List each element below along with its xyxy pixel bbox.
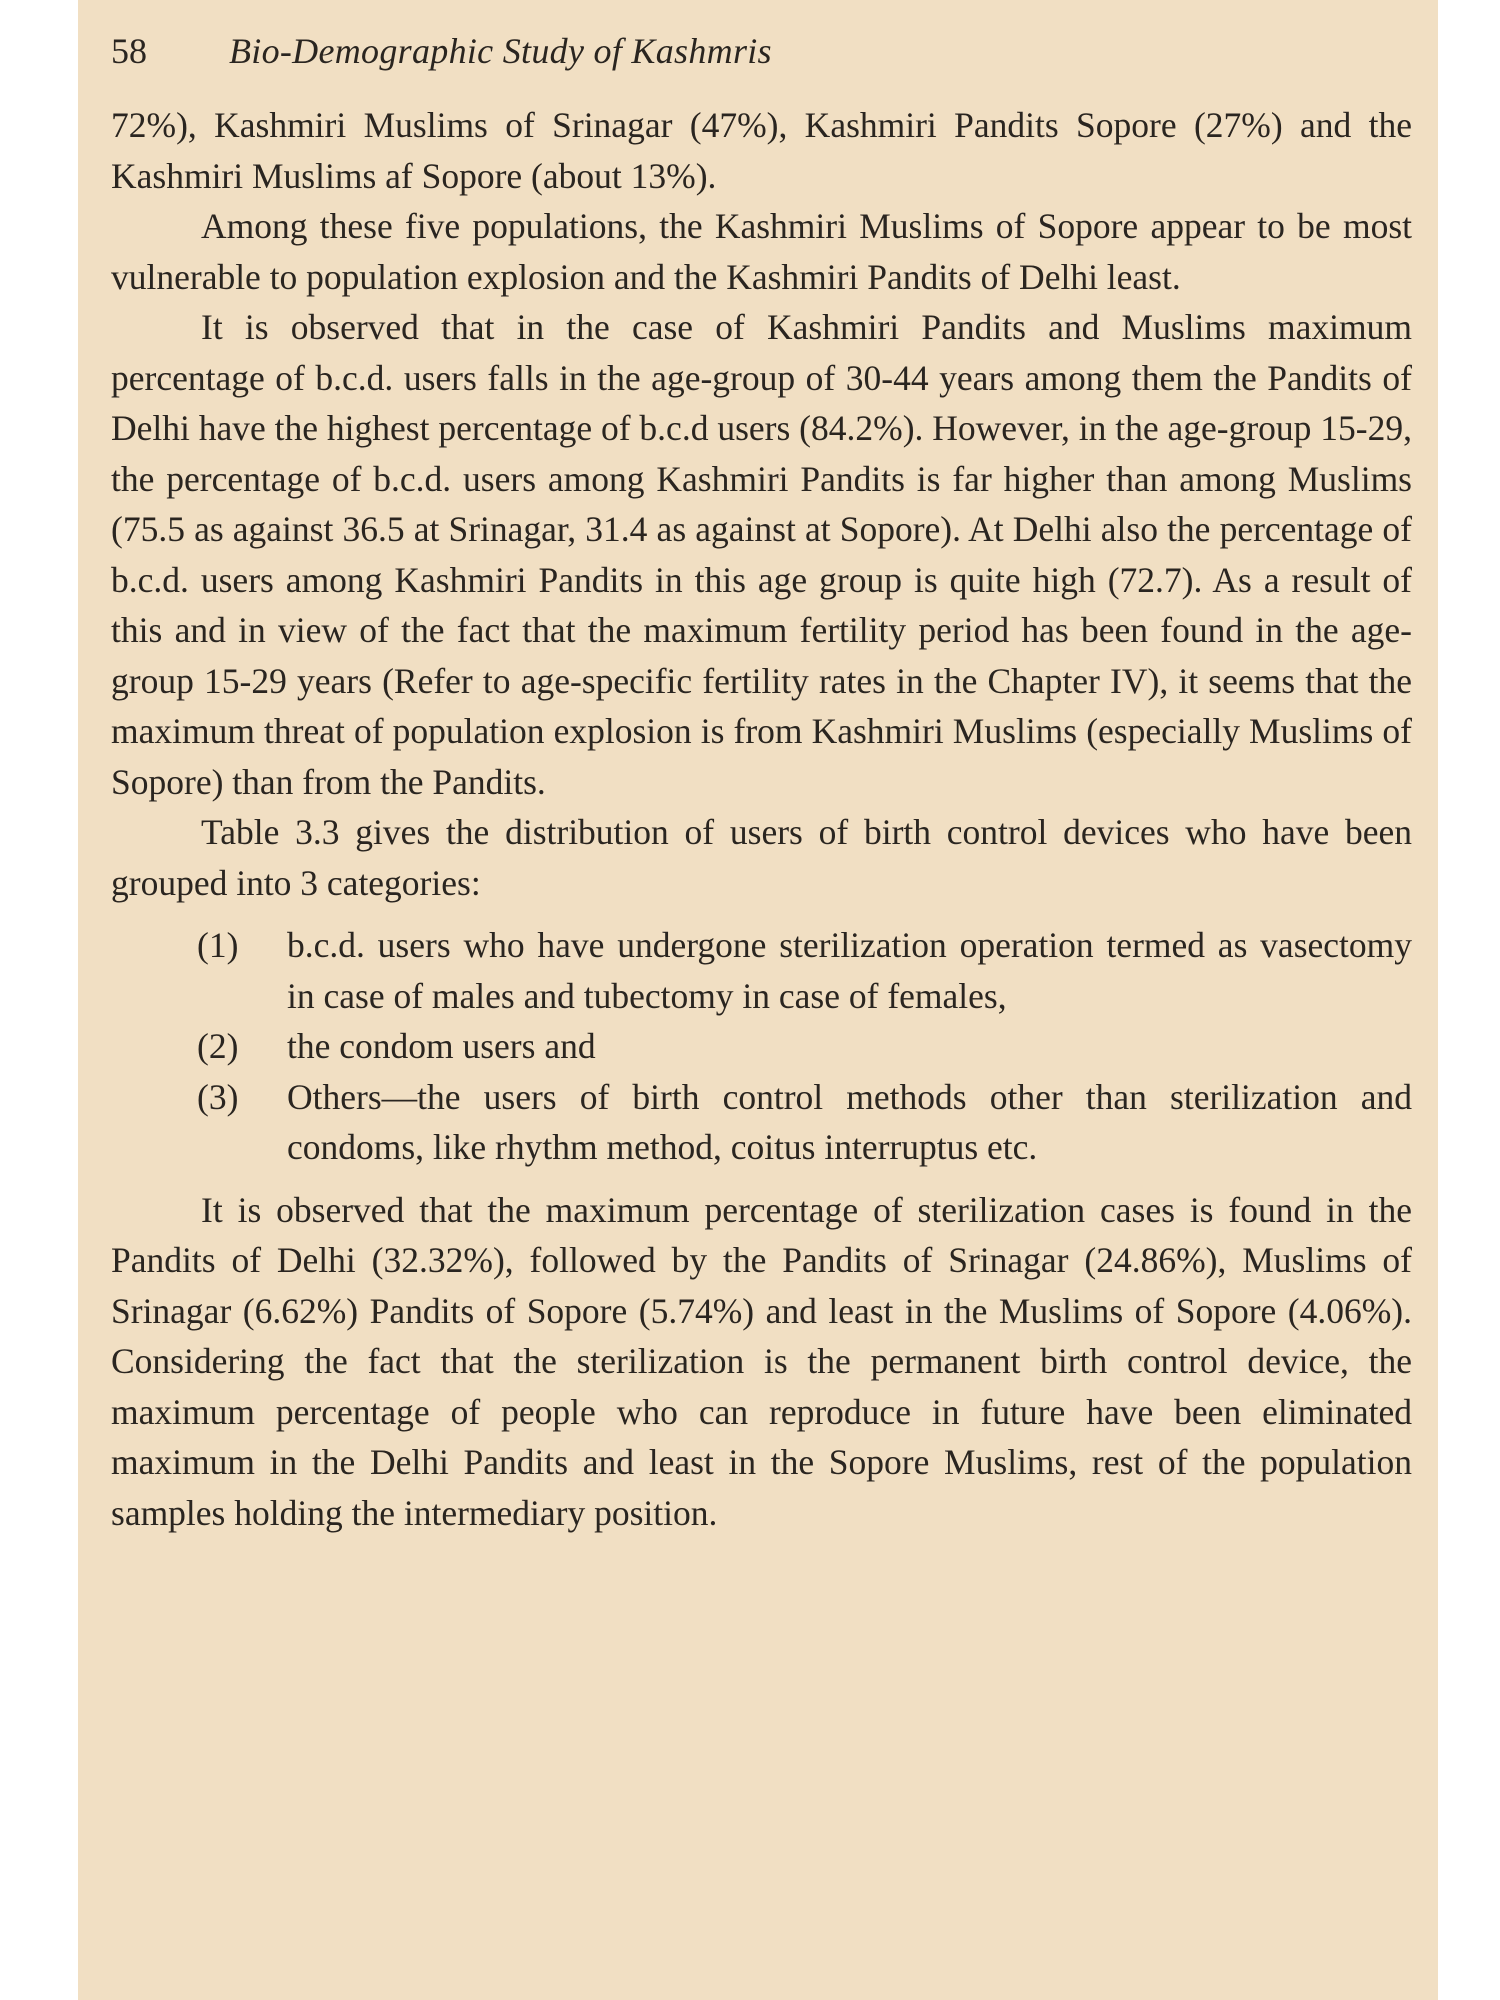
- paragraph-sterilization: It is observed that the maximum percentage of sterilization cases is found in the Pandits of Delhi (32.32%), followed by the Pandits of Srinagar (24.86%), Muslims of Srinagar (6.62%) Pandits of Sopore (5.74%) and least in the Muslims of Sopore (4.06%). Considering the fact that the sterilization is the permanent birth control device, the maximum percentage of people who can reproduce in future have been eliminated maximum in the Delhi Pandits and least in the Sopore Muslims, rest of the population samples holding the intermediary position.: [111, 1189, 1412, 1533]
- paragraph-table-intro: Table 3.3 gives the distribution of users of birth control devices who have been grouped into 3 categories:: [111, 812, 1412, 903]
- book-page: [78, 0, 1438, 2000]
- list-item: [111, 1072, 1412, 1173]
- list-item-number: (2): [197, 1026, 239, 1066]
- category-list: [111, 920, 1412, 1173]
- list-item-text: the condom users and: [287, 1026, 596, 1066]
- running-head: [111, 30, 1412, 96]
- paragraph-age-groups: It is observed that in the case of Kashmiri Pandits and Muslims maximum percentage of b.c.d. users falls in the age-group of 30-44 years among them the Pandits of Delhi have the highest percentage of b.c.d users (84.2%). However, in the age-group 15-29, the percentage of b.c.d. users among Kashmiri Pandits is far higher than among Muslims (75.5 as against 36.5 at Srinagar, 31.4 as against at Sopore). At Delhi also the percentage of b.c.d. users among Kashmiri Pandits in this age group is quite high (72.7). As a result of this and in view of the fact that the maximum fertility period has been found in the age-group 15-29 years (Refer to age-specific fertility rates in the Chapter IV), it seems that the maximum threat of population explosion is from Kashmiri Muslims (especially Muslims of Sopore) than from the Pandits.: [111, 307, 1412, 802]
- list-item-text: b.c.d. users who have undergone sterilization operation termed as vasectomy in case of males and tubectomy in case of females,: [287, 925, 1412, 1016]
- paragraph-vulnerability: Among these five populations, the Kashmiri Muslims of Sopore appear to be most vulnerable to population explosion and the Kashmiri Pandits of Delhi least.: [111, 206, 1412, 297]
- list-item: [111, 1021, 1412, 1072]
- list-item: [111, 920, 1412, 1021]
- list-item-text: Others—the users of birth control methods other than sterilization and condoms, like rhythm method, coitus interruptus etc.: [287, 1076, 1412, 1167]
- list-item-number: (1): [197, 925, 239, 965]
- page-number: 58: [111, 31, 147, 71]
- list-item-number: (3): [197, 1076, 239, 1117]
- paragraph-continuation: 72%), Kashmiri Muslims of Srinagar (47%), Kashmiri Pandits Sopore (27%) and the Kashmiri Muslims af Sopore (about 13%).: [111, 105, 1412, 196]
- running-title: Bio-Demographic Study of Kashmris: [229, 31, 772, 71]
